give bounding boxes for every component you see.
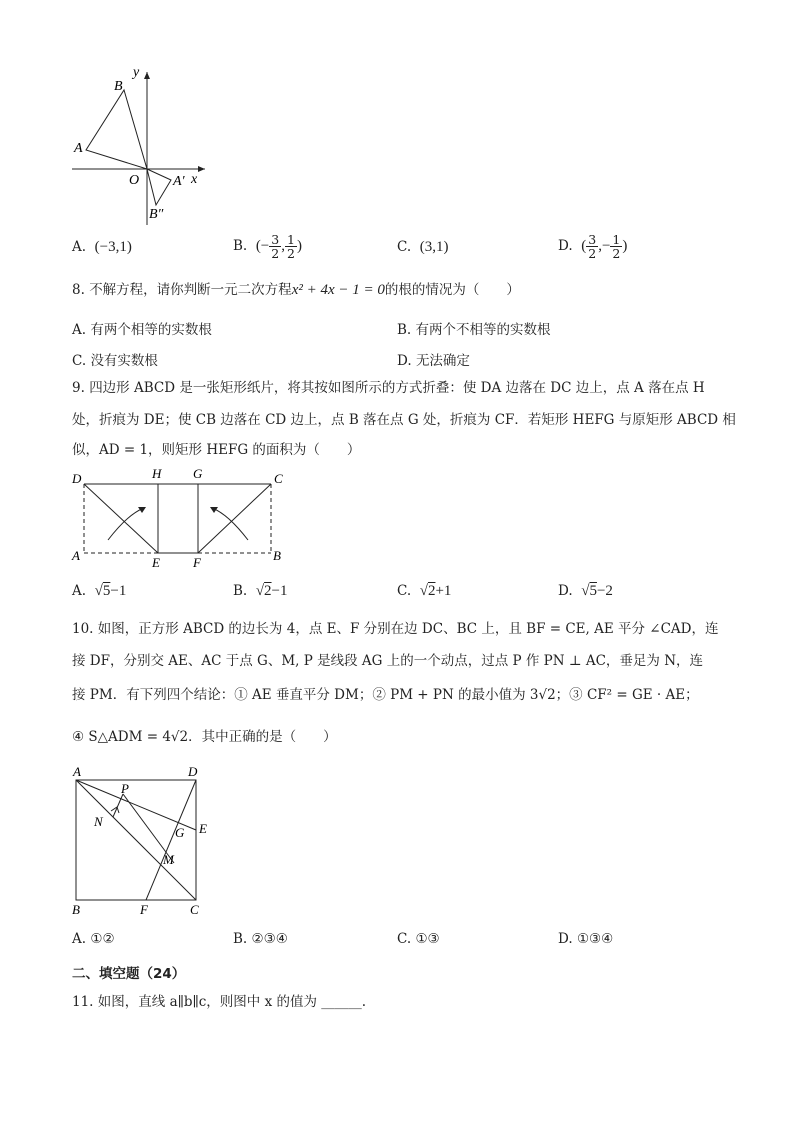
q10-stem-line4: ④ S△ADM = 4√2．其中正确的是（ ）	[72, 729, 337, 745]
q10-label-b: B	[72, 902, 80, 917]
q9-label-f: F	[193, 555, 201, 570]
q10-label-p: P	[121, 781, 129, 796]
q10-label-d: D	[188, 764, 198, 779]
option-label: A.	[72, 583, 87, 599]
option-label: B.	[233, 931, 248, 947]
q11-text: 如图，直线 a∥b∥c，则图中 x 的值为 ______.	[97, 994, 367, 1010]
option-tail: −2	[596, 583, 613, 599]
q7-option-d	[558, 233, 627, 260]
option-label: D.	[397, 353, 412, 369]
q10-option-d	[558, 931, 613, 947]
q11-stem	[72, 992, 366, 1012]
frac-num: 3	[271, 232, 280, 247]
q7-label-b-dprime: B″	[149, 207, 164, 222]
option-text: 没有实数根	[90, 353, 158, 369]
option-text: ①②	[90, 931, 115, 947]
q8-equation: x² + 4x − 1 = 0	[291, 282, 385, 298]
q7-option-b	[233, 233, 302, 260]
option-tail: −1	[110, 583, 127, 599]
q10-option-b	[233, 931, 288, 947]
option-label: A.	[72, 931, 87, 947]
frac-num: 3	[588, 232, 597, 247]
option-label: B.	[233, 583, 248, 599]
q9-option-d: D. √5−2	[558, 583, 613, 599]
q9-label-a: A	[72, 548, 80, 563]
frac-den: 2	[271, 246, 280, 261]
q9-text: 四边形 ABCD 是一张矩形纸片，将其按如图所示的方式折叠：使 DA 边落在 DC 边上，点 A 落在点 H	[89, 380, 705, 396]
comma: ,−	[598, 238, 611, 254]
option-tail: +1	[435, 583, 452, 599]
question-number: 11.	[72, 994, 94, 1010]
option-value: (−3,1)	[94, 239, 132, 255]
q10-stem-line3: 接 PM．有下列四个结论：① AE 垂直平分 DM；② PM + PN 的最小值为 3√2；③ CF² = GE · AE；	[72, 687, 699, 703]
q7-label-a-prime: A′	[173, 174, 185, 189]
option-label: C.	[397, 583, 412, 599]
option-label: D.	[558, 238, 573, 254]
q9-label-e: E	[152, 555, 160, 570]
option-label: B.	[233, 238, 248, 254]
q10-figure	[66, 760, 226, 920]
q10-label-m: M	[163, 852, 174, 867]
q9-option-c: C. √2+1	[397, 583, 452, 599]
q8-option-b	[397, 318, 551, 338]
q8-text-a: 不解方程，请你判断一元二次方程	[89, 282, 292, 298]
paren: )	[622, 238, 628, 254]
q9-stem-line1	[72, 378, 705, 398]
q7-label-b: B	[114, 79, 123, 94]
q9-label-c: C	[274, 471, 283, 486]
comma: ,	[281, 238, 285, 254]
option-label: A.	[72, 239, 87, 255]
q9-label-h: H	[152, 466, 162, 481]
q9-label-d: D	[72, 471, 82, 486]
option-label: D.	[558, 583, 573, 599]
q9-stem-line2: 处，折痕为 DE；使 CB 边落在 CD 边上，点 B 落在点 G 处，折痕为 CF．若矩形 HEFG 与原矩形 ABCD 相	[72, 412, 736, 428]
q9-option-b: B. √2−1	[233, 583, 288, 599]
paren: (−	[255, 238, 270, 254]
option-label: C.	[397, 931, 412, 947]
option-text: 有两个不相等的实数根	[415, 322, 551, 338]
q10-label-f: F	[140, 902, 148, 917]
q10-stem-line2: 接 DF，分别交 AE、AC 于点 G、M, P 是线段 AG 上的一个动点，过点 P 作 PN ⊥ AC，垂足为 N，连	[72, 653, 704, 669]
q9-label-g: G	[193, 466, 203, 481]
radicand: 5	[102, 583, 111, 599]
option-label: D.	[558, 931, 573, 947]
option-text: ②③④	[251, 931, 288, 947]
q7-label-y: y	[133, 65, 140, 80]
q10-option-c	[397, 931, 440, 947]
option-label: B.	[397, 322, 412, 338]
radicand: 2	[264, 583, 272, 599]
q9-stem-line3: 似，AD = 1，则矩形 HEFG 的面积为（ ）	[72, 442, 361, 458]
option-label: A.	[72, 322, 87, 338]
q9-option-a: A. √5−1	[72, 583, 127, 599]
q10-label-a: A	[73, 764, 81, 779]
radicand: 2	[427, 583, 436, 599]
frac-num: 1	[612, 232, 621, 247]
q8-stem	[72, 280, 520, 300]
option-label: C.	[72, 353, 87, 369]
question-number: 8.	[72, 282, 85, 298]
q10-text: 如图，正方形 ABCD 的边长为 4，点 E、F 分别在边 DC、BC 上，且 BF = CE, AE 平分 ∠CAD，连	[97, 621, 719, 637]
option-value: (3,1)	[419, 239, 449, 255]
option-text: ①③④	[576, 931, 614, 947]
frac-den: 2	[286, 246, 295, 261]
q10-label-c: C	[190, 902, 199, 917]
q10-option-a	[72, 931, 115, 947]
section-title: 二、填空题（24）	[72, 966, 186, 982]
q8-option-c	[72, 349, 158, 369]
option-label: C.	[397, 239, 412, 255]
q10-label-e: E	[199, 821, 207, 836]
question-number: 10.	[72, 621, 94, 637]
q10-label-n: N	[94, 814, 103, 829]
q9-figure	[66, 464, 296, 574]
frac-den: 2	[612, 246, 621, 261]
option-text: 无法确定	[415, 353, 470, 369]
q7-figure	[60, 60, 220, 230]
q9-label-b: B	[273, 548, 281, 563]
frac-den: 2	[588, 246, 597, 261]
paren: )	[296, 238, 302, 254]
q10-stem-line1	[72, 619, 719, 639]
q7-option-a	[72, 239, 132, 256]
q7-label-x: x	[191, 172, 198, 187]
q8-option-a	[72, 318, 212, 338]
q7-label-a: A	[74, 141, 83, 156]
option-text: 有两个相等的实数根	[90, 322, 212, 338]
radicand: 5	[589, 583, 597, 599]
paren: (	[581, 238, 587, 254]
q7-label-o: O	[129, 173, 140, 188]
option-text: ①③	[415, 931, 440, 947]
q8-text-b: 的根的情况为（ ）	[384, 282, 520, 298]
option-tail: −1	[271, 583, 288, 599]
q8-option-d	[397, 349, 470, 369]
frac-num: 1	[286, 232, 295, 247]
question-number: 9.	[72, 380, 85, 396]
q7-option-c	[397, 239, 448, 256]
q10-label-g: G	[175, 825, 185, 840]
